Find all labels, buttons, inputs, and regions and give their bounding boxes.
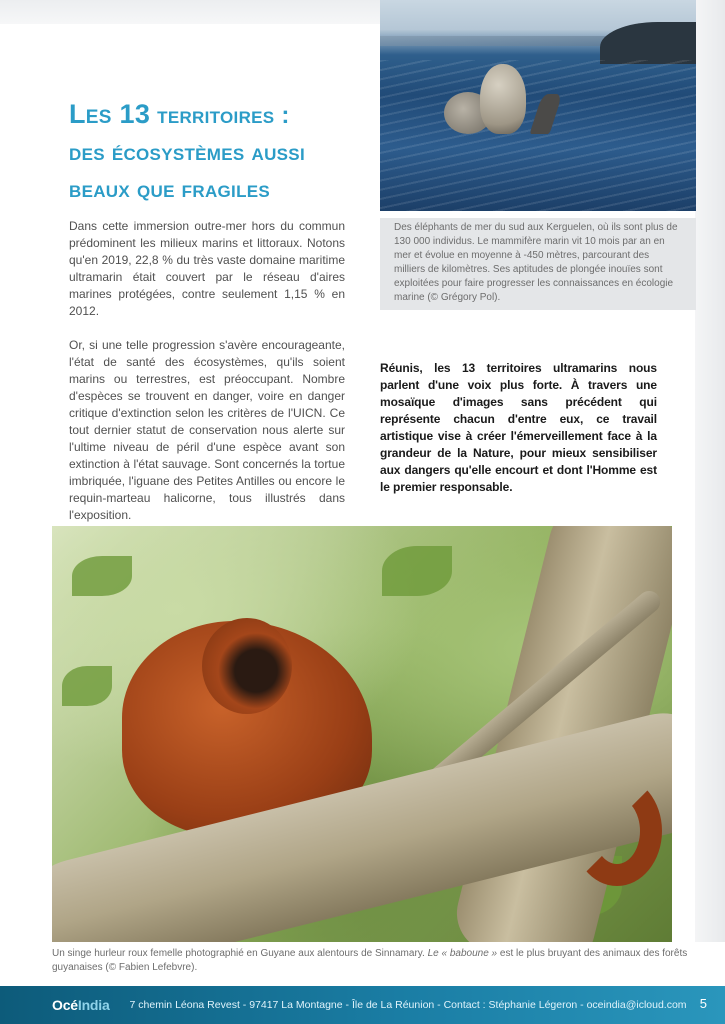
paragraph-2: Or, si une telle progression s'avère encourageante, l'état de santé des écosystèmes, qu'ils soient marins ou terrestres, est préoccupant. Nombre d'espèces se trouvent en danger, voire en danger critique d'extinction selon les critères de l'UICN. Ce tout dernier statut de conservation nous alerte sur l'ultime niveau de péril d'une espèce avant son extinction à l'état sauvage. Sont concernés la tortue imbriquée, l'iguane des Petites Antilles ou encore le requin-marteau halicorne, tous illustrés dans l'exposition.: [69, 338, 345, 522]
page-title: [69, 96, 369, 208]
top-band: [0, 0, 380, 24]
title-line-1: Les 13 territoires :: [69, 99, 290, 129]
right-column-intro: Réunis, les 13 territoires ultramarins nous parlent d'une voix plus forte. À travers une mosaïque d'images sans précédent qui représente chacun d'entre eux, ce travail artistique vise à créer l'émerveillement face à la grandeur de la Nature, pour mieux sensibiliser aux dangers qu'elle encourt et dont l'Homme est le premier responsable.: [380, 361, 657, 494]
page-footer: [0, 986, 725, 1024]
title-line-2: des écosystèmes aussi: [69, 139, 305, 166]
photo-seal-large: [480, 64, 526, 134]
photo-leaf: [62, 666, 112, 706]
photo-howler-monkey: [52, 526, 672, 942]
paragraph-1: Dans cette immersion outre-mer hors du commun prédominent les milieux marins et littoraux. Notons qu'en 2019, 22,8 % du très vaste domaine maritime ultramarin était couvert par le réseau d'aires marines protégées, contre seulement 1,15 % en 2012.: [69, 219, 345, 318]
footer-contact: 7 chemin Léona Revest - 97417 La Montagne - Île de La Réunion - Contact : Stéphanie Légeron - oceindia@icloud.com: [129, 999, 687, 1011]
page-number: 5: [699, 996, 707, 1011]
monkey-photo-caption: Un singe hurleur roux femelle photographié en Guyane aux alentours de Sinnamary. Le « baboune » est le plus bruyant des animaux des forêts guyanaises (© Fabien Lefebvre).: [52, 948, 688, 973]
right-margin-strip: [695, 0, 725, 942]
oceindia-logo: OcéIndia: [52, 997, 110, 1013]
seal-photo-caption: Des éléphants de mer du sud aux Kerguelen, où ils sont plus de 130 000 individus. Le mammifère marin vit 10 mois par an en mer et évolue en moyenne à -450 mètres, parcourant des milliers de kilomètres. Ses aptitudes de plongée inouïes sont exploitées pour faire progresser les connaissances en écologie marine (© Grégory Pol).: [380, 218, 696, 310]
left-column: [69, 218, 345, 524]
photo-monkey-head: [202, 618, 292, 714]
photo-water-ripples: [380, 60, 696, 211]
title-line-3: beaux que fragiles: [69, 176, 271, 203]
photo-elephant-seals: [380, 0, 696, 211]
photo-headland: [600, 22, 696, 64]
photo-leaf: [382, 546, 452, 596]
photo-monkey-tail: [572, 776, 662, 886]
photo-leaf: [72, 556, 132, 596]
